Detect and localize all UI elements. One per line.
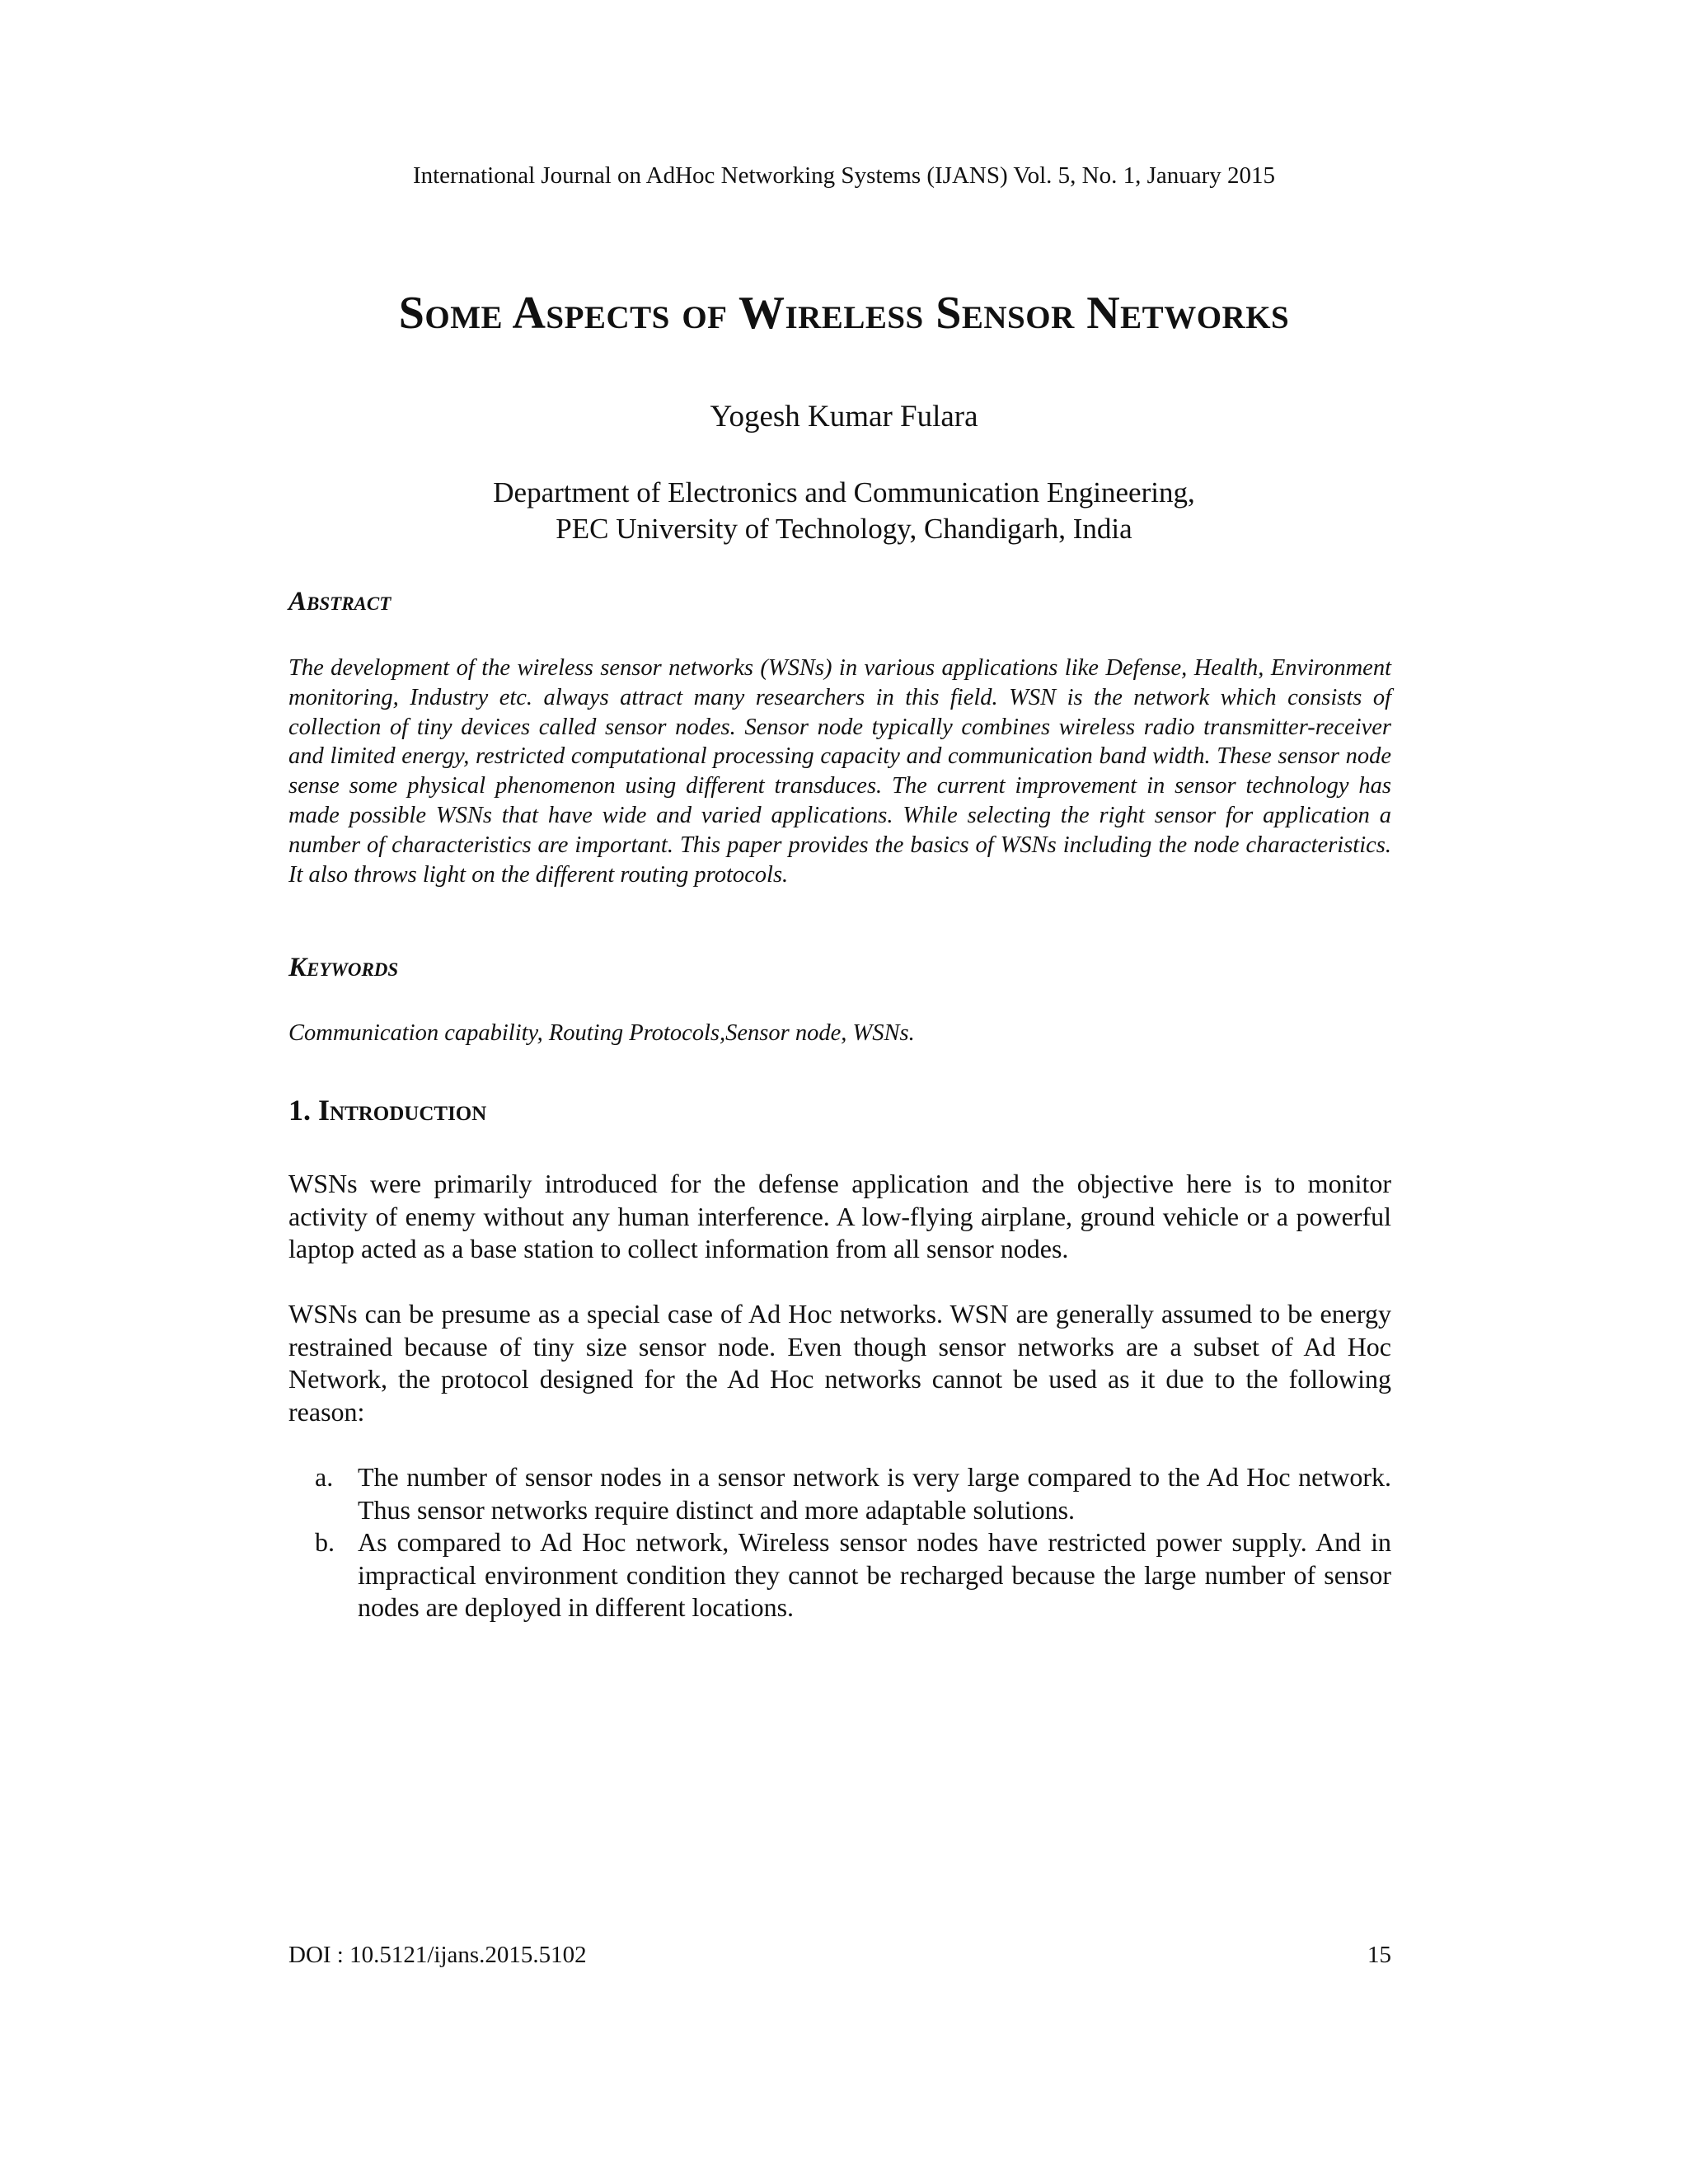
- list-item-text: As compared to Ad Hoc network, Wireless sensor nodes have restricted power supply. And in impractical environment condition they cannot be recharged because the large number of sensor nodes are deployed in different locations.: [358, 1527, 1391, 1622]
- reasons-list: [288, 1461, 1391, 1624]
- introduction-paragraph-2: WSNs can be presume as a special case of Ad Hoc networks. WSN are generally assumed to be energy restrained because of tiny size sensor node. Even though sensor networks are a subset of Ad Hoc Network, the protocol designed for the Ad Hoc networks cannot be used as it due to the following reason:: [288, 1299, 1391, 1427]
- author-name: Yogesh Kumar Fulara: [710, 400, 978, 434]
- affiliation-line-university: PEC University of Technology, Chandigarh, India: [556, 513, 1132, 545]
- list-item: [288, 1526, 1391, 1624]
- introduction-heading: 1. Introduction: [288, 1094, 487, 1127]
- keywords-text: Communication capability, Routing Protocols,Sensor node, WSNs.: [288, 1020, 915, 1046]
- paper-title: Some Aspects of Wireless Sensor Networks: [398, 288, 1290, 339]
- footer-doi: DOI : 10.5121/ijans.2015.5102: [288, 1942, 587, 1968]
- footer-page-number: 15: [1367, 1942, 1391, 1968]
- abstract-text: The development of the wireless sensor networks (WSNs) in various applications like Defense, Health, Environment monitoring, Industry etc. always attract many researchers in this field. WSN is the network which consists of collection of tiny devices called sensor nodes. Sensor node typically combines wireless radio transmitter-receiver and limited energy, restricted computational processing capacity and communication band width. These sensor node sense some physical phenomenon using different transduces. The current improvement in sensor technology has made possible WSNs that have wide and varied applications. While selecting the right sensor for application a number of characteristics are important. This paper provides the basics of WSNs including the node characteristics. It also throws light on the different routing protocols.: [288, 655, 1391, 888]
- journal-running-header: International Journal on AdHoc Networking Systems (IJANS) Vol. 5, No. 1, January 2015: [412, 162, 1276, 189]
- abstract-heading: Abstract: [288, 587, 392, 616]
- list-item-text: The number of sensor nodes in a sensor network is very large compared to the Ad Hoc network. Thus sensor networks require distinct and more adaptable solutions.: [358, 1462, 1391, 1525]
- list-item: [288, 1461, 1391, 1526]
- list-item-marker: a.: [315, 1462, 334, 1492]
- affiliation-line-department: Department of Electronics and Communication Engineering,: [493, 476, 1195, 509]
- author-affiliation: [0, 475, 1688, 547]
- introduction-paragraph-1: WSNs were primarily introduced for the defense application and the objective here is to monitor activity of enemy without any human interference. A low-flying airplane, ground vehicle or a powerful laptop acted as a base station to collect information from all sensor nodes.: [288, 1169, 1391, 1263]
- list-item-marker: b.: [315, 1527, 335, 1557]
- keywords-heading: Keywords: [288, 953, 399, 982]
